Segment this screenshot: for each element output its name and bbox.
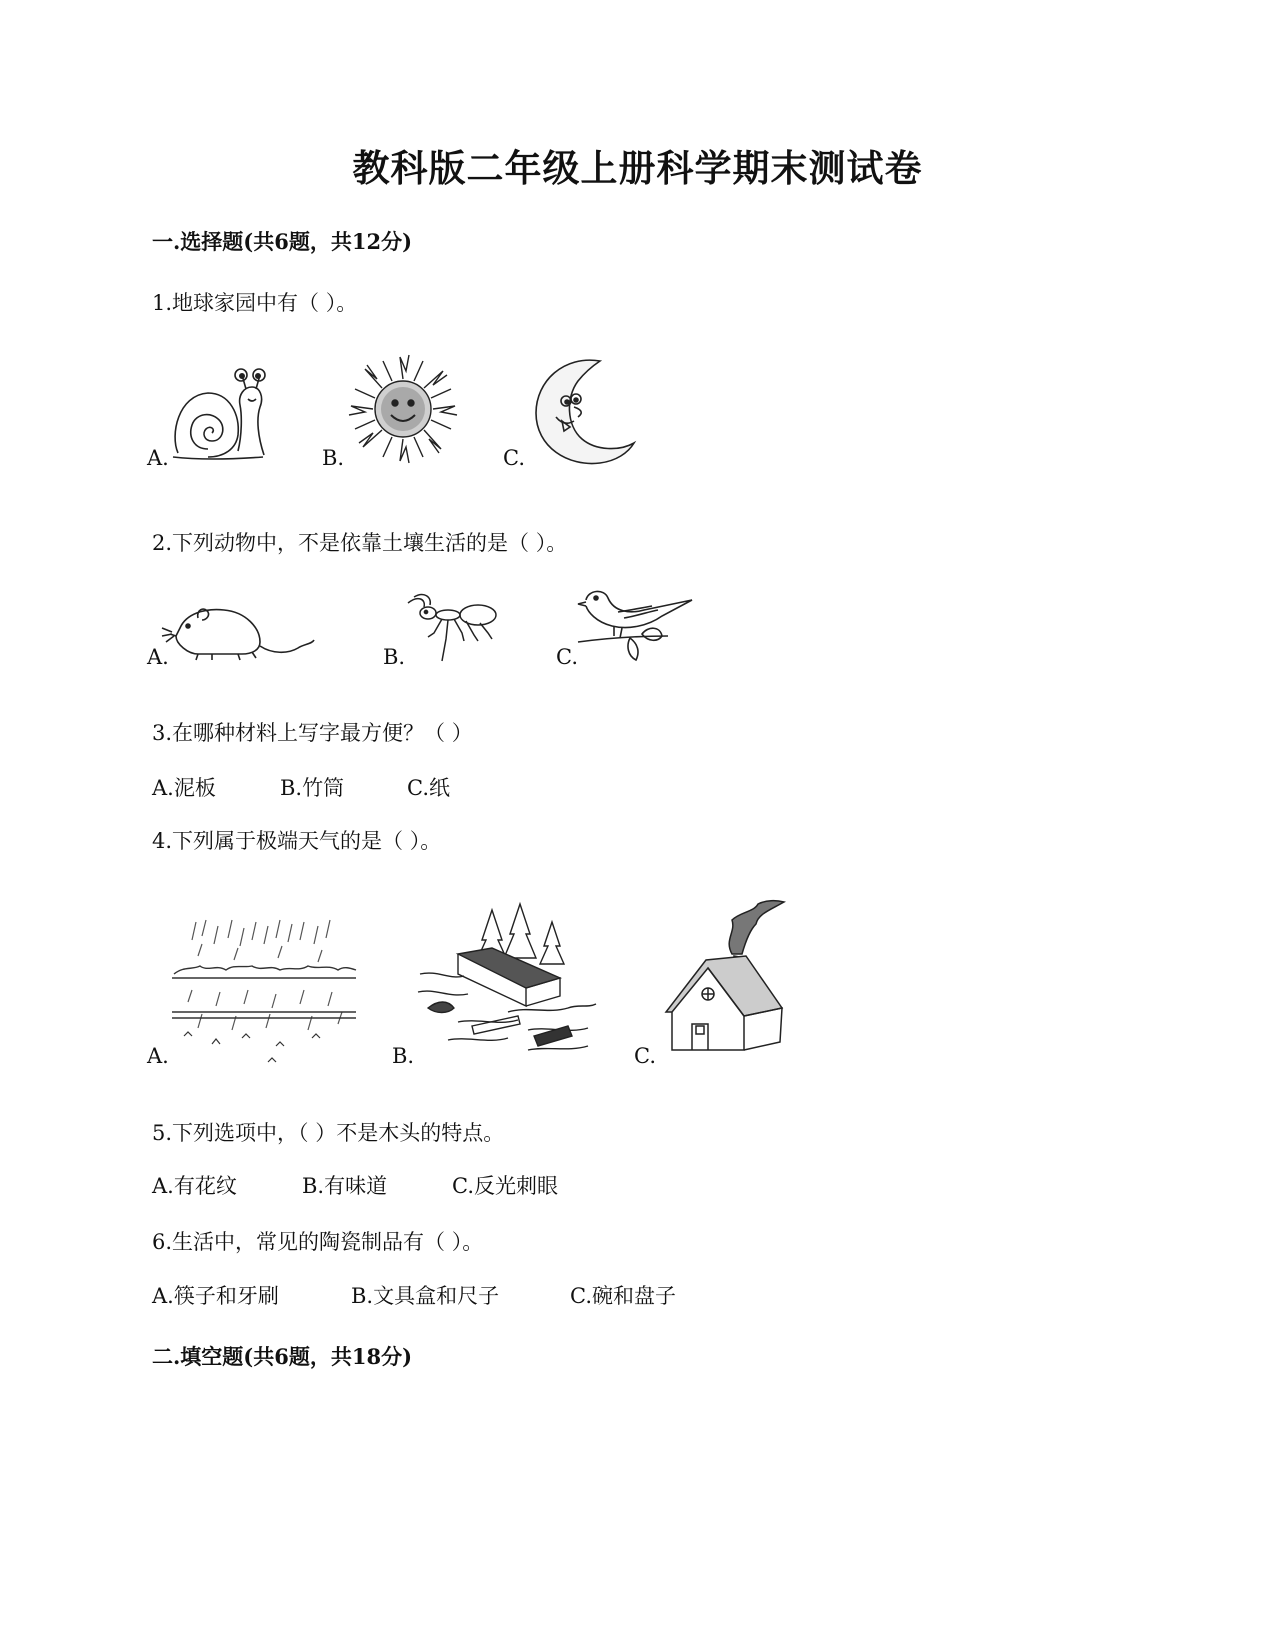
- mouse-icon: [168, 598, 318, 662]
- heavy-rain-icon: [172, 920, 356, 1070]
- q5-option-b: B.有味道: [302, 1174, 388, 1198]
- question-6-text: 6.生活中，常见的陶瓷制品有（ ）。: [152, 1230, 484, 1254]
- q1-option-c-label: C.: [503, 446, 525, 470]
- q5-option-c: C.反光刺眼: [452, 1174, 558, 1198]
- bird-icon: [578, 586, 696, 664]
- q3-options: [152, 775, 450, 801]
- question-4-text: 4.下列属于极端天气的是（ ）。: [152, 829, 442, 853]
- q4-option-b-label: B.: [392, 1044, 415, 1068]
- smoking-house-icon: [662, 900, 792, 1050]
- section-heading-fill-in: 二.填空题(共6题，共18分): [152, 1344, 413, 1369]
- flood-house-icon: [418, 900, 596, 1066]
- section-heading-choice: 一.选择题(共6题，共12分): [152, 229, 413, 254]
- crescent-moon-icon: [530, 355, 640, 467]
- q2-option-b-label: B.: [383, 645, 406, 669]
- question-3-text: 3.在哪种材料上写字最方便？（ ）: [152, 721, 473, 745]
- ant-icon: [404, 593, 504, 665]
- q2-option-c-label: C.: [556, 645, 578, 669]
- sun-icon: [348, 355, 458, 463]
- q6-option-b: B.文具盒和尺子: [351, 1284, 500, 1308]
- q2-option-a-label: A.: [147, 645, 169, 669]
- q1-option-a-label: A.: [147, 446, 169, 470]
- q3-option-a: A.泥板: [152, 776, 216, 800]
- q3-option-b: B.竹筒: [280, 776, 345, 800]
- q5-option-a: A.有花纹: [152, 1174, 237, 1198]
- q6-options: [152, 1283, 676, 1309]
- page-title: 教科版二年级上册科学期末测试卷: [352, 146, 923, 190]
- q1-option-b-label: B.: [322, 446, 345, 470]
- question-2-text: 2.下列动物中，不是依靠土壤生活的是（ ）。: [152, 531, 568, 555]
- q4-option-c-label: C.: [634, 1044, 656, 1068]
- snail-icon: [168, 365, 273, 463]
- q4-option-a-label: A.: [147, 1044, 169, 1068]
- q6-option-c: C.碗和盘子: [570, 1284, 676, 1308]
- q5-options: [152, 1173, 558, 1199]
- question-1-text: 1.地球家园中有（ ）。: [152, 291, 358, 315]
- q6-option-a: A.筷子和牙刷: [152, 1284, 279, 1308]
- question-5-text: 5.下列选项中，（ ）不是木头的特点。: [152, 1121, 505, 1145]
- q3-option-c: C.纸: [407, 776, 450, 800]
